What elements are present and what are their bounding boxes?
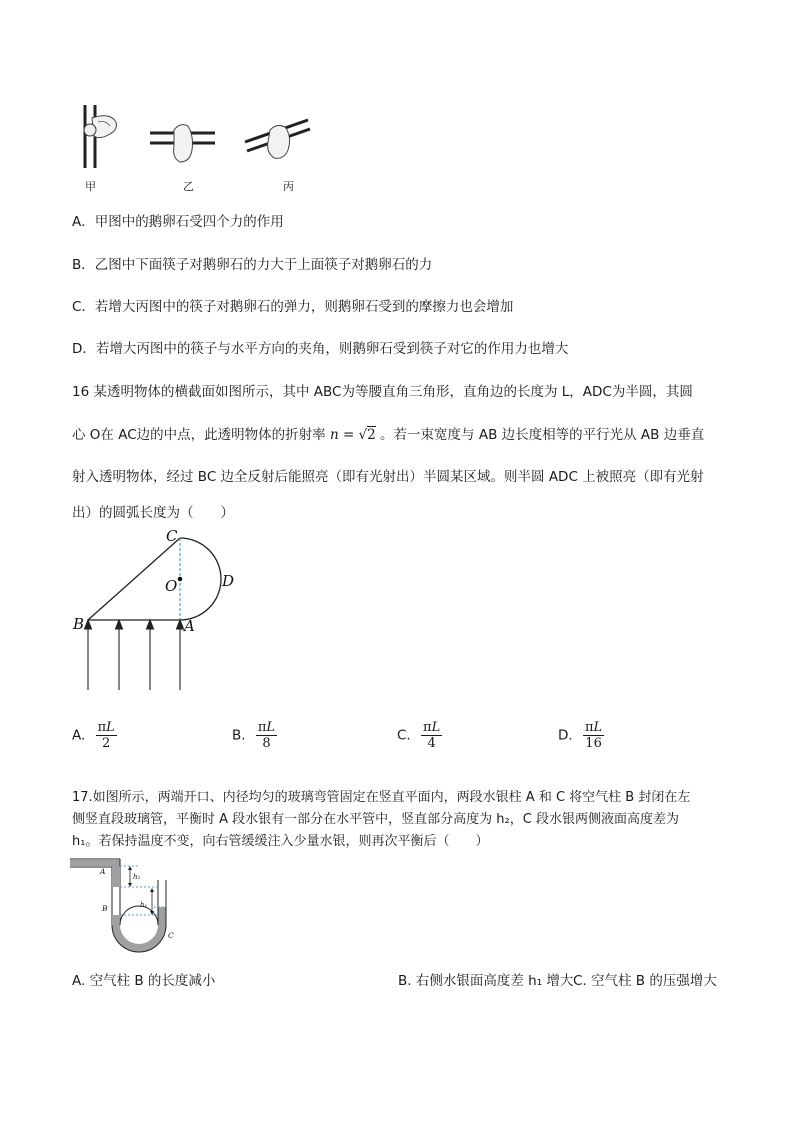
q15-option-b: B．乙图中下面筷子对鹅卵石的力大于上面筷子对鹅卵石的力	[72, 257, 433, 273]
q16-diagram	[70, 525, 250, 710]
label-a: A	[184, 617, 195, 635]
q16-line-2-pre: 心 O在 AC边的中点，此透明物体的折射率	[72, 427, 326, 443]
refractive-index-symbol: n	[329, 427, 339, 443]
q17-option-a: A. 空气柱 B 的长度减小	[72, 973, 216, 989]
tube-label-h1: h₁	[140, 901, 148, 909]
q17-line-3: h₁。若保持温度不变，向右管缓缓注入少量水银，则再次平衡后（ ）	[72, 834, 489, 849]
q16-line-1: 16 某透明物体的横截面如图所示，其中 ABC为等腰直角三角形，直角边的长度为 L，ADC为半圆，其圆	[72, 384, 693, 400]
q16-figure	[70, 525, 250, 710]
q16-line-2-post: 。若一束宽度与 AB 边长度相等的平行光从 AB 边垂直	[380, 427, 705, 443]
q15-option-c: C．若增大丙图中的筷子对鹅卵石的弹力，则鹅卵石受到的摩擦力也会增加	[72, 299, 514, 315]
q16-option-a: A. $\frac{\pi L}{2}$	[72, 720, 115, 751]
q16-option-d: D. $\frac{\pi L}{16}$	[558, 720, 603, 751]
mercury-a-vertical	[112, 866, 120, 887]
option-d-fraction: $\frac{\pi L}{16}$	[584, 720, 603, 751]
option-a-fraction: $\frac{\pi L}{2}$	[97, 720, 115, 751]
caption-yi: 乙	[183, 180, 194, 193]
label-d: D	[222, 572, 235, 590]
q17-option-c: C. 空气柱 B 的压强增大	[573, 973, 717, 989]
option-b-fraction: $\frac{\pi L}{8}$	[257, 720, 276, 751]
q17-tube-diagram	[70, 855, 180, 955]
chopsticks-bing	[245, 120, 310, 158]
sqrt-sign: √	[358, 427, 368, 443]
tube-label-a: A	[100, 867, 106, 876]
q17-figure	[70, 855, 180, 955]
q16-option-b: B. $\frac{\pi L}{8}$	[232, 720, 276, 751]
q16-line-3: 射入透明物体，经过 BC 边全反射后能照亮（即有光射出）半圆某区域。则半圆 ADC 上被照亮（即有光射	[72, 469, 704, 485]
chopsticks-yi	[150, 125, 215, 162]
q17-option-b: B. 右侧水银面高度差 h₁ 增大	[398, 973, 574, 989]
caption-jia: 甲	[85, 180, 96, 193]
label-o: O	[165, 577, 178, 595]
label-c: C	[166, 527, 178, 545]
option-c-fraction: $\frac{\pi L}{4}$	[423, 720, 441, 751]
q16-line-2	[72, 425, 704, 445]
mercury-a-horizontal	[70, 860, 120, 866]
q16-option-c: C. $\frac{\pi L}{4}$	[397, 720, 441, 751]
q17-line-2: 侧竖直段玻璃管，平衡时 A 段水银有一部分在水平管中，竖直部分高度为 h₂，C 段水银两侧液面高度差为	[72, 812, 679, 827]
q15-option-a: A．甲图中的鹅卵石受四个力的作用	[72, 214, 284, 230]
refractive-index-value: 2	[367, 427, 376, 443]
tube-label-h2: h₂	[133, 873, 141, 881]
semicircle-adc	[180, 538, 221, 620]
q17-line-1: 17.如图所示，两端开口、内径均匀的玻璃弯管固定在竖直平面内，两段水银柱 A 和 C 将空气柱 B 封闭在左	[72, 790, 691, 805]
tube-label-b: B	[102, 904, 108, 913]
caption-bing: 丙	[283, 180, 294, 193]
center-o-dot	[178, 577, 183, 582]
equals-sign: =	[342, 427, 355, 443]
tube-label-c: C	[168, 931, 174, 940]
q15-option-d: D．若增大丙图中的筷子与水平方向的夹角，则鹅卵石受到筷子对它的作用力也增大	[72, 341, 569, 357]
q16-line-4: 出）的圆弧长度为（ ）	[72, 505, 234, 521]
light-arrows	[85, 620, 184, 690]
chopsticks-jia	[84, 105, 116, 168]
label-b: B	[73, 615, 85, 633]
